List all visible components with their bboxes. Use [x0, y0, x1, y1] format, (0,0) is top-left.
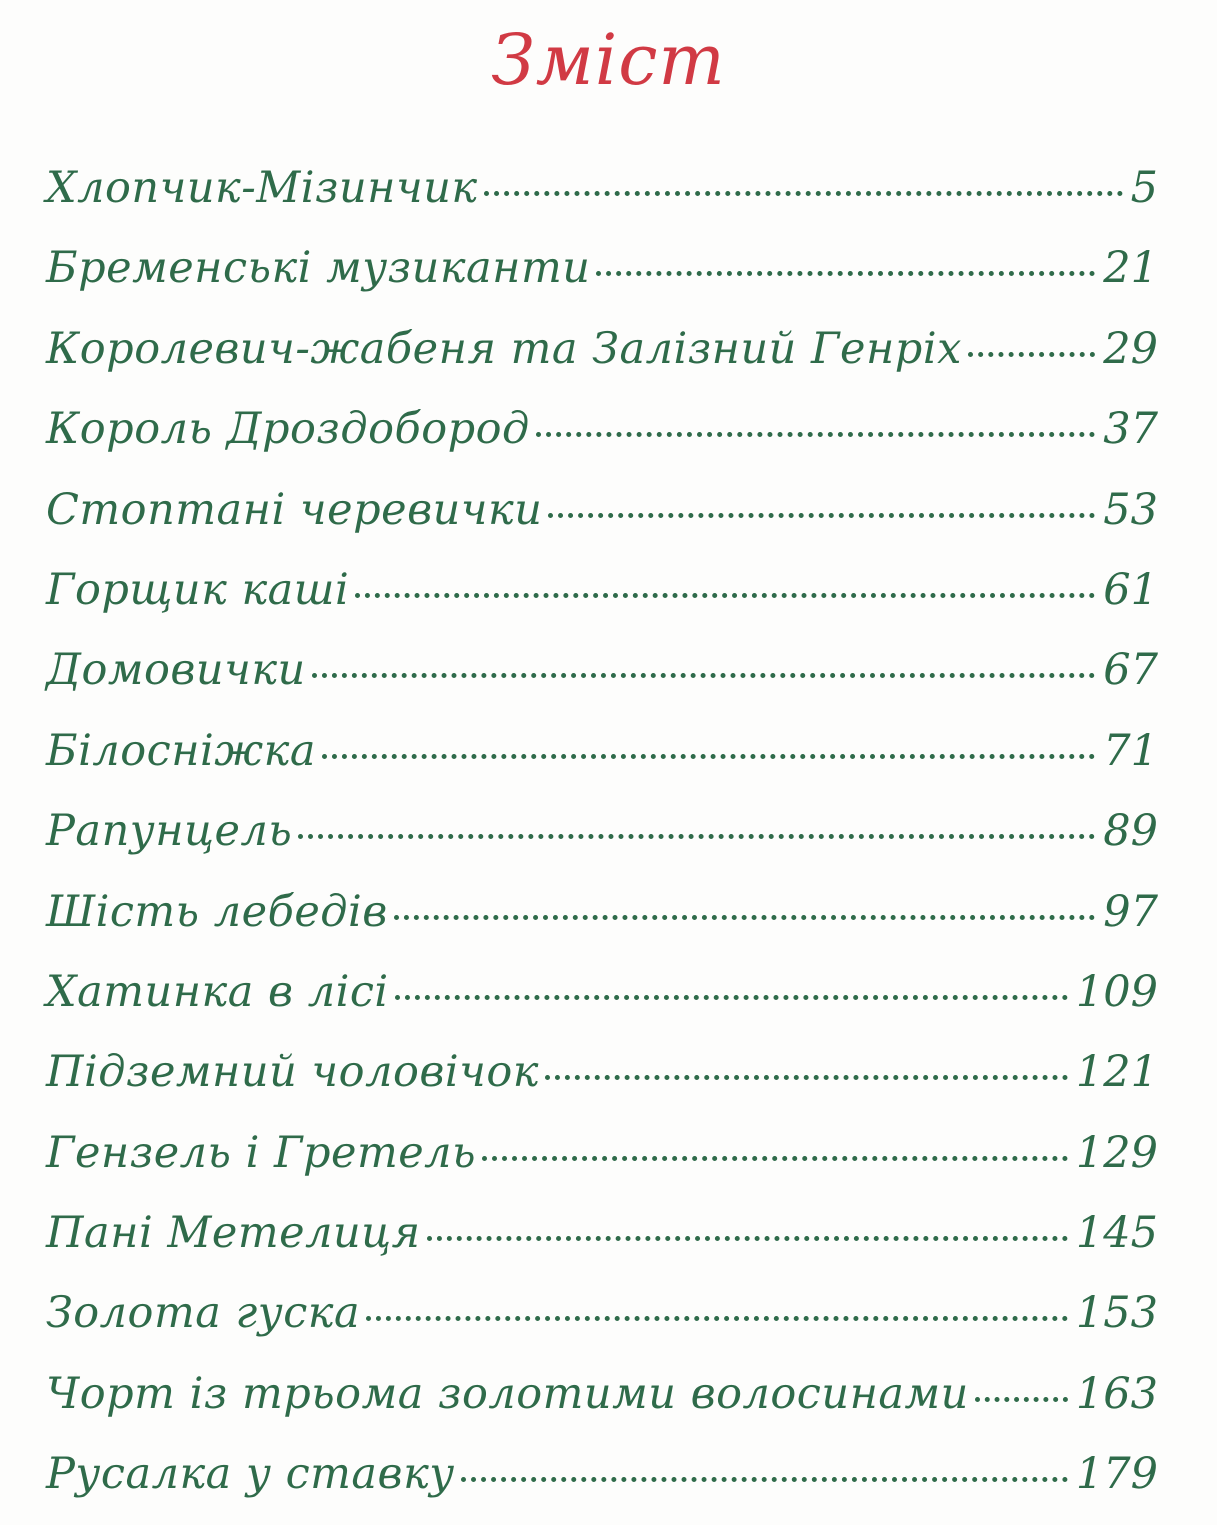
toc-entry	[46, 711, 1158, 791]
toc-entry-title: Стоптані черевички	[46, 484, 543, 535]
toc-entry	[46, 1354, 1158, 1434]
dot-leader	[968, 352, 1095, 357]
toc-entry-title: Гензель і Гретель	[46, 1127, 476, 1178]
toc-entry-page: 179	[1075, 1449, 1158, 1500]
toc-entry	[46, 1434, 1158, 1514]
dot-leader	[548, 513, 1095, 518]
toc-entry-page: 89	[1103, 806, 1158, 857]
toc-entry-page: 5	[1130, 163, 1158, 213]
toc-entry-title: Чорт із трьома золотими волосинами	[46, 1368, 969, 1419]
toc-entry	[46, 791, 1158, 871]
dot-leader	[366, 1316, 1068, 1321]
dot-leader	[484, 191, 1123, 196]
toc-entry-title: Шість лебедів	[46, 886, 388, 937]
toc-entry-page: 21	[1103, 243, 1158, 294]
toc-entry-title: Золота гуска	[46, 1288, 361, 1339]
dot-leader	[536, 432, 1095, 437]
toc-entry-page: 61	[1103, 564, 1158, 615]
toc-entry-title: Хлопчик-Мізинчик	[46, 163, 478, 213]
toc-entry	[46, 872, 1158, 952]
toc-entry-title: Рапунцель	[46, 806, 293, 857]
toc-entry-title: Пані Метелиця	[46, 1208, 421, 1259]
dot-leader	[298, 834, 1095, 839]
toc-entry-title: Домовички	[46, 645, 306, 696]
toc-entry-title: Королевич-жабеня та Залізний Генріх	[46, 323, 962, 374]
toc-entry-page: 109	[1075, 966, 1158, 1017]
toc-entry	[46, 389, 1158, 469]
toc-entry	[46, 550, 1158, 630]
dot-leader	[975, 1397, 1068, 1402]
toc-entry-page: 129	[1075, 1127, 1158, 1178]
dot-leader	[545, 1075, 1068, 1080]
toc-entry-title: Бременські музиканти	[46, 243, 591, 294]
dot-leader	[596, 271, 1095, 276]
dot-leader	[355, 593, 1095, 598]
toc-entry	[46, 952, 1158, 1032]
toc-entry	[46, 309, 1158, 389]
toc-entry-title: Підземний чоловічок	[46, 1047, 539, 1098]
dot-leader	[322, 754, 1095, 759]
toc-entry-page: 163	[1075, 1368, 1158, 1419]
toc-entry	[46, 1113, 1158, 1193]
toc-entry-title: Русалка у ставку	[46, 1449, 455, 1500]
toc-entry-page: 121	[1075, 1047, 1158, 1098]
dot-leader	[461, 1477, 1068, 1482]
page-title: Зміст	[491, 19, 726, 101]
toc-entry-title: Білосніжка	[46, 725, 316, 776]
toc-entry	[46, 1193, 1158, 1273]
table-of-contents	[46, 148, 1158, 1515]
toc-entry-page: 97	[1103, 886, 1158, 937]
toc-entry	[46, 148, 1158, 228]
toc-entry-page: 53	[1103, 484, 1158, 535]
toc-entry-title: Хатинка в лісі	[46, 966, 389, 1017]
dot-leader	[394, 915, 1095, 920]
toc-entry-title: Король Дроздобород	[46, 404, 530, 455]
toc-entry-page: 37	[1103, 404, 1158, 455]
toc-entry-page: 67	[1103, 645, 1158, 696]
toc-entry	[46, 1273, 1158, 1353]
toc-entry-page: 145	[1075, 1208, 1158, 1259]
dot-leader	[482, 1156, 1068, 1161]
toc-entry-page: 71	[1103, 725, 1158, 776]
toc-entry	[46, 228, 1158, 308]
toc-entry	[46, 630, 1158, 710]
toc-entry	[46, 1032, 1158, 1112]
toc-entry-page: 153	[1075, 1288, 1158, 1339]
toc-entry-title: Горщик каші	[46, 564, 350, 615]
dot-leader	[395, 995, 1068, 1000]
dot-leader	[312, 673, 1096, 678]
toc-entry-page: 29	[1103, 323, 1158, 374]
toc-entry	[46, 470, 1158, 550]
dot-leader	[427, 1236, 1068, 1241]
